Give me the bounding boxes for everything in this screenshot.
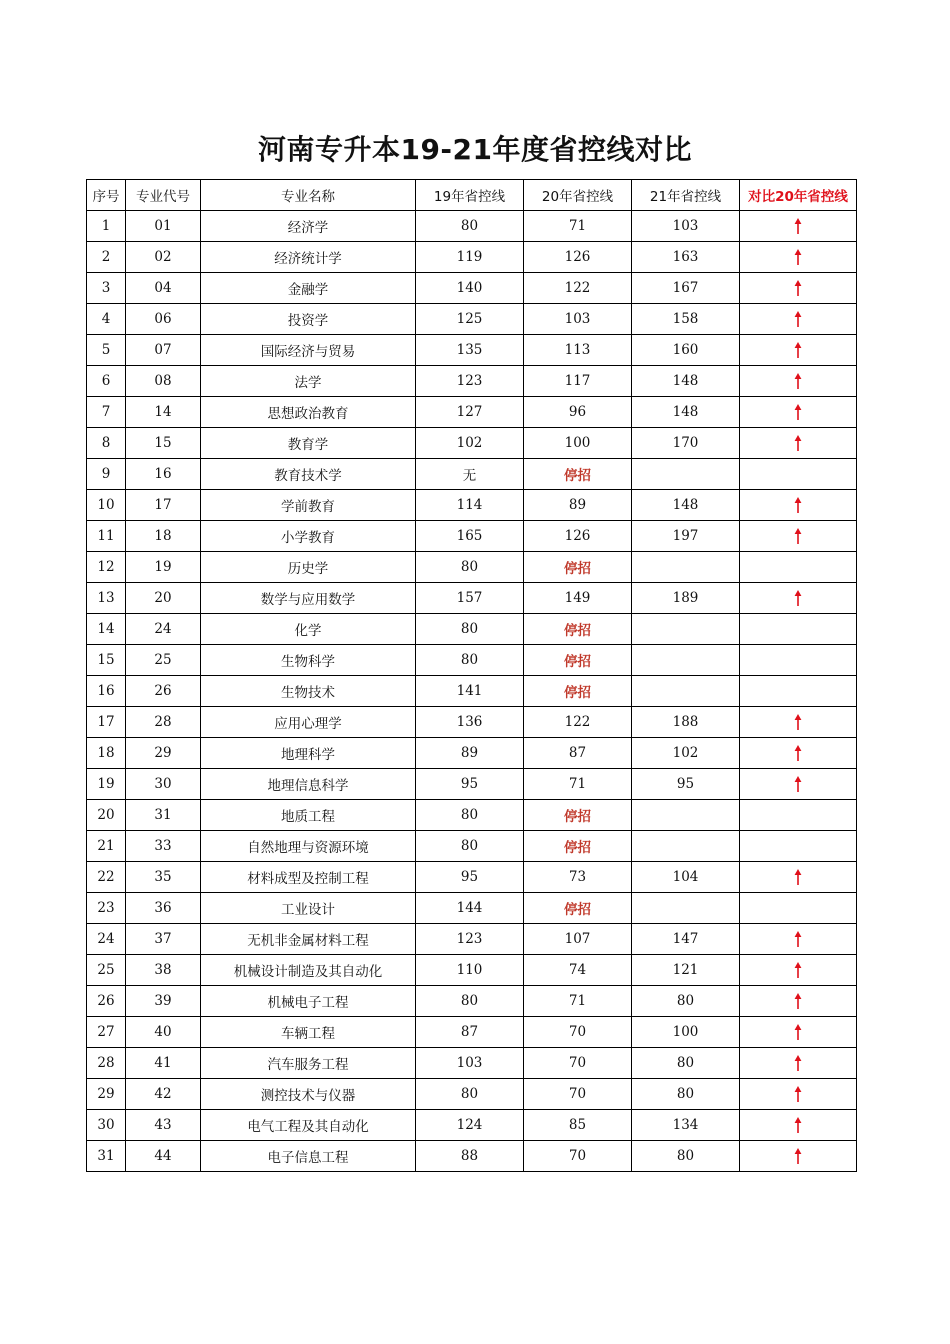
- cutoff-2021: 103: [632, 211, 740, 242]
- cutoff-2019: 无: [416, 459, 524, 490]
- trend-cell: [740, 862, 857, 893]
- cutoff-2020: 103: [524, 304, 632, 335]
- cutoff-2021: 80: [632, 986, 740, 1017]
- trend-cell: [740, 769, 857, 800]
- major-name: 小学教育: [201, 521, 416, 552]
- cutoff-2019: 80: [416, 552, 524, 583]
- major-code: 07: [126, 335, 201, 366]
- arrow-up-icon: [793, 745, 803, 761]
- cutoff-2021: 188: [632, 707, 740, 738]
- cutoff-2019: 88: [416, 1141, 524, 1172]
- cutoff-2019: 123: [416, 366, 524, 397]
- trend-cell: [740, 893, 857, 924]
- cutoff-2021: 100: [632, 1017, 740, 1048]
- cutoff-2020: 71: [524, 211, 632, 242]
- trend-cell: [740, 1048, 857, 1079]
- arrow-up-icon: [793, 528, 803, 544]
- major-name: 自然地理与资源环境: [201, 831, 416, 862]
- cutoff-2019: 165: [416, 521, 524, 552]
- cutoff-2020: 73: [524, 862, 632, 893]
- trend-cell: [740, 366, 857, 397]
- cutoff-2019: 119: [416, 242, 524, 273]
- header-2020-cutoff: 20年省控线: [524, 180, 632, 211]
- major-name: 测控技术与仪器: [201, 1079, 416, 1110]
- major-name: 生物科学: [201, 645, 416, 676]
- header-major-name: 专业名称: [201, 180, 416, 211]
- row-index: 8: [87, 428, 126, 459]
- table-row: [87, 1017, 857, 1048]
- trend-cell: [740, 304, 857, 335]
- arrow-up-icon: [793, 962, 803, 978]
- cutoff-2021: 80: [632, 1141, 740, 1172]
- cutoff-2021: 104: [632, 862, 740, 893]
- cutoff-2021: [632, 800, 740, 831]
- major-name: 应用心理学: [201, 707, 416, 738]
- row-index: 28: [87, 1048, 126, 1079]
- cutoff-2020: 126: [524, 521, 632, 552]
- arrow-up-icon: [793, 590, 803, 606]
- table-row: [87, 986, 857, 1017]
- cutoff-2021: 134: [632, 1110, 740, 1141]
- row-index: 10: [87, 490, 126, 521]
- arrow-up-icon: [793, 869, 803, 885]
- major-name: 车辆工程: [201, 1017, 416, 1048]
- trend-cell: [740, 211, 857, 242]
- cutoff-2019: 103: [416, 1048, 524, 1079]
- major-code: 06: [126, 304, 201, 335]
- table-body: [87, 211, 857, 1172]
- row-index: 5: [87, 335, 126, 366]
- major-code: 37: [126, 924, 201, 955]
- cutoff-2021: 170: [632, 428, 740, 459]
- cutoff-2021: 80: [632, 1079, 740, 1110]
- row-index: 7: [87, 397, 126, 428]
- table-row: [87, 397, 857, 428]
- cutoff-2020: 70: [524, 1079, 632, 1110]
- cutoff-2019: 95: [416, 862, 524, 893]
- cutoff-2021: 147: [632, 924, 740, 955]
- major-name: 教育技术学: [201, 459, 416, 490]
- arrow-up-icon: [793, 404, 803, 420]
- table-row: [87, 521, 857, 552]
- cutoff-2021: 189: [632, 583, 740, 614]
- cutoff-2020: 149: [524, 583, 632, 614]
- major-name: 工业设计: [201, 893, 416, 924]
- row-index: 13: [87, 583, 126, 614]
- cutoff-2020: 87: [524, 738, 632, 769]
- trend-cell: [740, 490, 857, 521]
- major-code: 43: [126, 1110, 201, 1141]
- trend-cell: [740, 831, 857, 862]
- cutoff-2019: 136: [416, 707, 524, 738]
- arrow-up-icon: [793, 1086, 803, 1102]
- table-row: [87, 614, 857, 645]
- row-index: 14: [87, 614, 126, 645]
- row-index: 24: [87, 924, 126, 955]
- row-index: 17: [87, 707, 126, 738]
- trend-cell: [740, 242, 857, 273]
- major-code: 14: [126, 397, 201, 428]
- major-code: 36: [126, 893, 201, 924]
- cutoff-2020: 85: [524, 1110, 632, 1141]
- cutoff-2020: 停招: [524, 676, 632, 707]
- table-row: [87, 583, 857, 614]
- major-code: 04: [126, 273, 201, 304]
- cutoff-2020: 74: [524, 955, 632, 986]
- cutoff-2020: 122: [524, 273, 632, 304]
- cutoff-2019: 80: [416, 800, 524, 831]
- row-index: 22: [87, 862, 126, 893]
- arrow-up-icon: [793, 280, 803, 296]
- cutoff-2021: 148: [632, 397, 740, 428]
- cutoff-2021: [632, 831, 740, 862]
- trend-cell: [740, 924, 857, 955]
- arrow-up-icon: [793, 497, 803, 513]
- major-name: 历史学: [201, 552, 416, 583]
- row-index: 4: [87, 304, 126, 335]
- cutoff-2019: 124: [416, 1110, 524, 1141]
- major-name: 机械设计制造及其自动化: [201, 955, 416, 986]
- cutoff-2021: 158: [632, 304, 740, 335]
- major-code: 35: [126, 862, 201, 893]
- trend-cell: [740, 800, 857, 831]
- row-index: 31: [87, 1141, 126, 1172]
- row-index: 3: [87, 273, 126, 304]
- major-code: 38: [126, 955, 201, 986]
- cutoff-2020: 71: [524, 769, 632, 800]
- row-index: 20: [87, 800, 126, 831]
- cutoff-2021: [632, 645, 740, 676]
- cutoff-2021: [632, 552, 740, 583]
- table-row: [87, 924, 857, 955]
- major-name: 地理科学: [201, 738, 416, 769]
- trend-cell: [740, 1017, 857, 1048]
- major-name: 数学与应用数学: [201, 583, 416, 614]
- cutoff-2019: 141: [416, 676, 524, 707]
- major-name: 化学: [201, 614, 416, 645]
- cutoff-2019: 127: [416, 397, 524, 428]
- major-name: 汽车服务工程: [201, 1048, 416, 1079]
- table-row: [87, 645, 857, 676]
- arrow-up-icon: [793, 776, 803, 792]
- major-name: 投资学: [201, 304, 416, 335]
- major-name: 教育学: [201, 428, 416, 459]
- cutoff-2021: 95: [632, 769, 740, 800]
- major-code: 16: [126, 459, 201, 490]
- row-index: 11: [87, 521, 126, 552]
- table-row: [87, 552, 857, 583]
- cutoff-2021: 80: [632, 1048, 740, 1079]
- cutoff-2019: 157: [416, 583, 524, 614]
- major-code: 08: [126, 366, 201, 397]
- cutoff-2021: [632, 459, 740, 490]
- arrow-up-icon: [793, 1024, 803, 1040]
- trend-cell: [740, 707, 857, 738]
- trend-cell: [740, 521, 857, 552]
- cutoff-2021: 163: [632, 242, 740, 273]
- row-index: 29: [87, 1079, 126, 1110]
- cutoff-2019: 80: [416, 831, 524, 862]
- trend-cell: [740, 459, 857, 490]
- table-row: [87, 707, 857, 738]
- major-code: 02: [126, 242, 201, 273]
- cutoff-2019: 140: [416, 273, 524, 304]
- table-row: [87, 831, 857, 862]
- trend-cell: [740, 1110, 857, 1141]
- cutoff-2021: 167: [632, 273, 740, 304]
- table-row: [87, 273, 857, 304]
- table-row: [87, 428, 857, 459]
- cutoff-2021: [632, 676, 740, 707]
- trend-cell: [740, 645, 857, 676]
- trend-cell: [740, 676, 857, 707]
- header-row: [87, 180, 857, 211]
- arrow-up-icon: [793, 342, 803, 358]
- row-index: 2: [87, 242, 126, 273]
- cutoff-2019: 80: [416, 986, 524, 1017]
- cutoff-2020: 停招: [524, 645, 632, 676]
- arrow-up-icon: [793, 1148, 803, 1164]
- cutoff-2020: 107: [524, 924, 632, 955]
- trend-cell: [740, 738, 857, 769]
- cutoff-2019: 114: [416, 490, 524, 521]
- major-code: 01: [126, 211, 201, 242]
- row-index: 23: [87, 893, 126, 924]
- major-code: 18: [126, 521, 201, 552]
- trend-cell: [740, 428, 857, 459]
- cutoff-2019: 80: [416, 1079, 524, 1110]
- arrow-up-icon: [793, 249, 803, 265]
- major-name: 经济学: [201, 211, 416, 242]
- cutoff-2021: 148: [632, 490, 740, 521]
- cutoff-2020: 71: [524, 986, 632, 1017]
- major-name: 材料成型及控制工程: [201, 862, 416, 893]
- arrow-up-icon: [793, 1055, 803, 1071]
- cutoff-2019: 80: [416, 211, 524, 242]
- table-row: [87, 862, 857, 893]
- major-code: 39: [126, 986, 201, 1017]
- major-code: 40: [126, 1017, 201, 1048]
- major-code: 24: [126, 614, 201, 645]
- trend-cell: [740, 986, 857, 1017]
- table-row: [87, 304, 857, 335]
- cutoff-2021: [632, 614, 740, 645]
- major-code: 33: [126, 831, 201, 862]
- row-index: 19: [87, 769, 126, 800]
- row-index: 27: [87, 1017, 126, 1048]
- arrow-up-icon: [793, 435, 803, 451]
- arrow-up-icon: [793, 931, 803, 947]
- table-row: [87, 490, 857, 521]
- cutoff-2020: 停招: [524, 614, 632, 645]
- table-row: [87, 366, 857, 397]
- table-row: [87, 738, 857, 769]
- major-code: 30: [126, 769, 201, 800]
- table-row: [87, 242, 857, 273]
- major-name: 无机非金属材料工程: [201, 924, 416, 955]
- cutoff-table: [86, 179, 857, 1172]
- cutoff-2020: 70: [524, 1017, 632, 1048]
- table-row: [87, 955, 857, 986]
- cutoff-2020: 停招: [524, 459, 632, 490]
- cutoff-2020: 100: [524, 428, 632, 459]
- major-name: 金融学: [201, 273, 416, 304]
- major-code: 44: [126, 1141, 201, 1172]
- row-index: 26: [87, 986, 126, 1017]
- arrow-up-icon: [793, 311, 803, 327]
- cutoff-2019: 80: [416, 614, 524, 645]
- cutoff-2020: 停招: [524, 831, 632, 862]
- major-code: 41: [126, 1048, 201, 1079]
- major-name: 思想政治教育: [201, 397, 416, 428]
- trend-cell: [740, 335, 857, 366]
- major-name: 学前教育: [201, 490, 416, 521]
- cutoff-2020: 停招: [524, 893, 632, 924]
- header-code: 专业代号: [126, 180, 201, 211]
- table-row: [87, 459, 857, 490]
- cutoff-2020: 122: [524, 707, 632, 738]
- arrow-up-icon: [793, 218, 803, 234]
- page-title: 河南专升本19-21年度省控线对比: [257, 133, 693, 166]
- row-index: 9: [87, 459, 126, 490]
- major-code: 25: [126, 645, 201, 676]
- arrow-up-icon: [793, 373, 803, 389]
- cutoff-2019: 110: [416, 955, 524, 986]
- table-row: [87, 676, 857, 707]
- major-name: 法学: [201, 366, 416, 397]
- trend-cell: [740, 955, 857, 986]
- major-name: 电气工程及其自动化: [201, 1110, 416, 1141]
- major-code: 15: [126, 428, 201, 459]
- row-index: 1: [87, 211, 126, 242]
- table-row: [87, 211, 857, 242]
- row-index: 18: [87, 738, 126, 769]
- cutoff-2019: 123: [416, 924, 524, 955]
- cutoff-2020: 113: [524, 335, 632, 366]
- row-index: 25: [87, 955, 126, 986]
- arrow-up-icon: [793, 1117, 803, 1133]
- cutoff-2019: 89: [416, 738, 524, 769]
- row-index: 21: [87, 831, 126, 862]
- major-code: 19: [126, 552, 201, 583]
- table-row: [87, 1110, 857, 1141]
- cutoff-2019: 144: [416, 893, 524, 924]
- cutoff-2021: 102: [632, 738, 740, 769]
- table-row: [87, 800, 857, 831]
- major-code: 20: [126, 583, 201, 614]
- cutoff-2020: 126: [524, 242, 632, 273]
- major-code: 29: [126, 738, 201, 769]
- cutoff-2020: 117: [524, 366, 632, 397]
- major-name: 国际经济与贸易: [201, 335, 416, 366]
- header-2021-cutoff: 21年省控线: [632, 180, 740, 211]
- cutoff-2021: 160: [632, 335, 740, 366]
- cutoff-2020: 70: [524, 1141, 632, 1172]
- table-row: [87, 769, 857, 800]
- cutoff-2020: 89: [524, 490, 632, 521]
- trend-cell: [740, 1079, 857, 1110]
- trend-cell: [740, 614, 857, 645]
- table-row: [87, 893, 857, 924]
- header-index: 序号: [87, 180, 126, 211]
- trend-cell: [740, 397, 857, 428]
- header-compare-2020: 对比20年省控线: [740, 180, 857, 211]
- header-2019-cutoff: 19年省控线: [416, 180, 524, 211]
- table-row: [87, 1141, 857, 1172]
- table-row: [87, 1079, 857, 1110]
- cutoff-2021: 148: [632, 366, 740, 397]
- cutoff-2021: 121: [632, 955, 740, 986]
- table-row: [87, 1048, 857, 1079]
- cutoff-2021: [632, 893, 740, 924]
- cutoff-2019: 87: [416, 1017, 524, 1048]
- row-index: 6: [87, 366, 126, 397]
- row-index: 12: [87, 552, 126, 583]
- cutoff-2020: 70: [524, 1048, 632, 1079]
- row-index: 30: [87, 1110, 126, 1141]
- arrow-up-icon: [793, 714, 803, 730]
- row-index: 16: [87, 676, 126, 707]
- trend-cell: [740, 273, 857, 304]
- cutoff-2020: 停招: [524, 552, 632, 583]
- major-code: 31: [126, 800, 201, 831]
- cutoff-2020: 停招: [524, 800, 632, 831]
- trend-cell: [740, 552, 857, 583]
- major-name: 电子信息工程: [201, 1141, 416, 1172]
- cutoff-2019: 102: [416, 428, 524, 459]
- cutoff-2019: 95: [416, 769, 524, 800]
- cutoff-2021: 197: [632, 521, 740, 552]
- major-name: 经济统计学: [201, 242, 416, 273]
- major-code: 26: [126, 676, 201, 707]
- cutoff-2020: 96: [524, 397, 632, 428]
- table-row: [87, 335, 857, 366]
- major-name: 地质工程: [201, 800, 416, 831]
- major-code: 28: [126, 707, 201, 738]
- cutoff-2019: 80: [416, 645, 524, 676]
- major-code: 42: [126, 1079, 201, 1110]
- row-index: 15: [87, 645, 126, 676]
- trend-cell: [740, 1141, 857, 1172]
- trend-cell: [740, 583, 857, 614]
- cutoff-2019: 135: [416, 335, 524, 366]
- major-name: 生物技术: [201, 676, 416, 707]
- arrow-up-icon: [793, 993, 803, 1009]
- major-code: 17: [126, 490, 201, 521]
- major-name: 地理信息科学: [201, 769, 416, 800]
- major-name: 机械电子工程: [201, 986, 416, 1017]
- cutoff-2019: 125: [416, 304, 524, 335]
